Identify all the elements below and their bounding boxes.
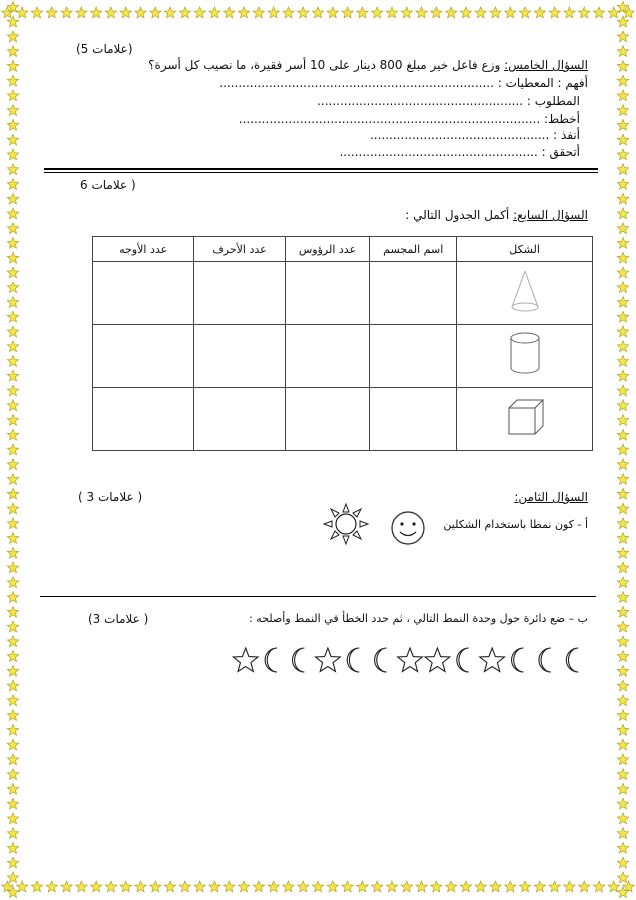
step-dots: ............................................................................... [238, 112, 541, 126]
border-star [386, 7, 397, 18]
border-star [7, 872, 18, 883]
q5-text: وزع فاعل خير مبلغ 800 دينار على 10 أسر فقيرة، ما نصيب كل أسرة؟ [148, 58, 501, 72]
border-star [7, 429, 18, 440]
border-star [253, 7, 264, 18]
q8-part-b: ب – ضع دائرة حول وحدة النمط التالي ، ثم حدد الخطأ في النمط وأصلحه : [249, 612, 588, 625]
border-star [617, 311, 628, 322]
border-star [7, 75, 18, 86]
border-star [7, 105, 18, 116]
cylinder-icon [505, 330, 545, 378]
border-star [61, 7, 72, 18]
pattern-moon-icon[interactable] [457, 648, 469, 672]
pattern-star-icon[interactable] [315, 648, 340, 672]
border-star [617, 90, 628, 101]
border-star [7, 223, 18, 234]
border-star [238, 7, 249, 18]
star-border-top [0, 0, 636, 26]
border-star [7, 370, 18, 381]
border-star [617, 842, 628, 853]
border-star [445, 881, 456, 892]
border-star [617, 828, 628, 839]
header-vertices: عدد الرؤوس [285, 237, 370, 262]
pattern-moon-icon[interactable] [512, 648, 524, 672]
step-dots: .................................................... [339, 145, 538, 159]
border-star [283, 7, 294, 18]
star-border-bottom [0, 874, 636, 900]
border-star [617, 16, 628, 27]
border-star [7, 119, 18, 130]
q8-part-b-marks: (3 علامات ) [88, 612, 149, 626]
border-star [431, 881, 442, 892]
border-star [31, 7, 42, 18]
pattern-star-icon[interactable] [398, 648, 423, 672]
border-star [194, 7, 205, 18]
q7-question [405, 208, 588, 222]
shape-cell [457, 325, 593, 388]
border-star [7, 798, 18, 809]
border-star [298, 7, 309, 18]
border-star [7, 193, 18, 204]
border-star [7, 252, 18, 263]
border-star [7, 46, 18, 57]
border-star [617, 60, 628, 71]
border-star [617, 798, 628, 809]
border-star [549, 881, 560, 892]
border-star [194, 881, 205, 892]
border-star [7, 444, 18, 455]
border-star [7, 518, 18, 529]
star-border-right [610, 0, 636, 900]
border-star [268, 881, 279, 892]
shape-cell [457, 262, 593, 325]
border-star [505, 881, 516, 892]
border-star [371, 7, 382, 18]
border-star [7, 724, 18, 735]
pattern-row [232, 644, 588, 676]
border-star [617, 208, 628, 219]
q7-marks: 6 علامات ) [80, 178, 136, 192]
border-star [617, 237, 628, 248]
border-star [7, 459, 18, 470]
border-star [7, 828, 18, 839]
border-star [617, 695, 628, 706]
border-star [617, 606, 628, 617]
border-star [238, 881, 249, 892]
border-star [7, 710, 18, 721]
shape-cell [457, 388, 593, 451]
border-star [7, 414, 18, 425]
border-star [617, 754, 628, 765]
border-star [617, 459, 628, 470]
border-star [209, 881, 220, 892]
border-star [617, 533, 628, 544]
border-star [7, 296, 18, 307]
border-star [401, 7, 412, 18]
step-label: المطلوب : [526, 94, 580, 108]
answer-cell[interactable] [370, 325, 457, 388]
border-star [617, 665, 628, 676]
border-star [617, 636, 628, 647]
border-star [490, 7, 501, 18]
border-star [150, 881, 161, 892]
border-star [7, 680, 18, 691]
border-star [617, 252, 628, 263]
border-star [7, 887, 18, 898]
border-star [7, 533, 18, 544]
header-edges: عدد الأحرف [194, 237, 285, 262]
border-star [7, 164, 18, 175]
header-shape: الشكل [457, 237, 593, 262]
border-star [2, 7, 13, 18]
border-star [623, 7, 634, 18]
border-star [7, 237, 18, 248]
border-star [7, 385, 18, 396]
border-star [617, 282, 628, 293]
pattern-star-icon[interactable] [425, 648, 450, 672]
border-star [617, 474, 628, 485]
pattern-moon-icon[interactable] [347, 648, 359, 672]
answer-cell[interactable] [93, 262, 194, 325]
pattern-star-icon[interactable] [233, 648, 258, 672]
border-star [7, 60, 18, 71]
answer-cell[interactable] [285, 388, 370, 451]
border-star [593, 881, 604, 892]
border-star [617, 223, 628, 234]
border-star [519, 881, 530, 892]
header-solid-name: اسم المجسم [370, 237, 457, 262]
border-star [617, 267, 628, 278]
border-star [593, 7, 604, 18]
step-label: أتحقق : [541, 145, 580, 159]
border-star [7, 326, 18, 337]
sun-icon [322, 502, 370, 546]
border-star [617, 724, 628, 735]
q5-step-required [317, 94, 580, 108]
border-star [617, 577, 628, 588]
border-star [61, 881, 72, 892]
border-star [209, 7, 220, 18]
border-star [164, 7, 175, 18]
step-label: أخطط: [543, 112, 580, 126]
border-star [312, 881, 323, 892]
border-star [2, 881, 13, 892]
step-dots: ........................................................................ [219, 76, 494, 90]
border-star [401, 881, 412, 892]
border-star [617, 105, 628, 116]
pattern-moon-icon[interactable] [375, 648, 387, 672]
q8-label: السؤال الثامن: [514, 490, 588, 504]
border-star [445, 7, 456, 18]
table-row [93, 262, 593, 325]
border-star [617, 872, 628, 883]
border-star [386, 881, 397, 892]
border-star [617, 414, 628, 425]
border-star [7, 695, 18, 706]
border-star [7, 1, 18, 12]
border-star [617, 178, 628, 189]
border-star [617, 518, 628, 529]
border-star [224, 881, 235, 892]
border-star [623, 881, 634, 892]
pattern-star-icon[interactable] [480, 648, 505, 672]
border-star [617, 562, 628, 573]
border-star [617, 769, 628, 780]
border-star [7, 606, 18, 617]
border-star [617, 385, 628, 396]
q5-label: السؤال الخامس: [504, 58, 588, 72]
border-star [617, 31, 628, 42]
border-star [617, 134, 628, 145]
border-star [7, 503, 18, 514]
border-star [416, 7, 427, 18]
border-star [7, 341, 18, 352]
border-star [617, 326, 628, 337]
border-star [135, 7, 146, 18]
border-star [617, 783, 628, 794]
border-star [7, 31, 18, 42]
step-dots: ............................................... [369, 128, 550, 142]
answer-cell[interactable] [93, 325, 194, 388]
border-star [164, 881, 175, 892]
border-star [105, 881, 116, 892]
q5-step-plan [239, 112, 580, 126]
answer-cell[interactable] [194, 262, 285, 325]
step-dots: ...................................................... [317, 94, 524, 108]
star-border-left [0, 0, 26, 900]
border-star [7, 842, 18, 853]
border-star [7, 592, 18, 603]
border-star [490, 881, 501, 892]
border-star [460, 881, 471, 892]
border-star [179, 7, 190, 18]
q5-step-understand [219, 76, 588, 90]
border-star [617, 370, 628, 381]
q5-step-verify [339, 145, 580, 159]
border-star [617, 355, 628, 366]
header-faces: عدد الأوجه [93, 237, 194, 262]
pattern-moon-icon[interactable] [566, 648, 578, 672]
border-star [519, 7, 530, 18]
border-star [312, 7, 323, 18]
border-star [617, 592, 628, 603]
border-star [7, 739, 18, 750]
border-star [617, 651, 628, 662]
border-star [617, 400, 628, 411]
border-star [7, 813, 18, 824]
border-star [7, 178, 18, 189]
step-label: أفهم : المعطيات : [497, 76, 588, 90]
section-divider [40, 596, 596, 597]
answer-cell[interactable] [370, 262, 457, 325]
border-star [617, 75, 628, 86]
border-star [564, 7, 575, 18]
border-star [7, 90, 18, 101]
answer-cell[interactable] [93, 388, 194, 451]
border-star [150, 7, 161, 18]
border-star [431, 7, 442, 18]
border-star [7, 665, 18, 676]
border-star [7, 621, 18, 632]
answer-cell[interactable] [285, 262, 370, 325]
border-star [617, 429, 628, 440]
border-star [16, 7, 27, 18]
border-star [617, 341, 628, 352]
pattern-moon-icon[interactable] [292, 648, 304, 672]
q5-step-execute [370, 128, 580, 142]
border-star [7, 651, 18, 662]
border-star [475, 881, 486, 892]
border-star [617, 813, 628, 824]
border-star [7, 311, 18, 322]
smiley-face-icon [388, 508, 428, 548]
section-divider-thin [44, 172, 598, 173]
border-star [327, 7, 338, 18]
border-star [76, 881, 87, 892]
border-star [617, 547, 628, 558]
border-star [7, 400, 18, 411]
border-star [7, 488, 18, 499]
solids-table [92, 236, 593, 451]
border-star [549, 7, 560, 18]
border-star [617, 710, 628, 721]
border-star [617, 193, 628, 204]
answer-cell[interactable] [370, 388, 457, 451]
q8-marks: ( 3 علامات ) [78, 490, 143, 504]
border-star [90, 881, 101, 892]
answer-cell[interactable] [285, 325, 370, 388]
border-star [534, 7, 545, 18]
border-star [617, 503, 628, 514]
border-star [617, 119, 628, 130]
table-header-row [93, 237, 593, 262]
step-label: أنفذ : [553, 128, 580, 142]
border-star [7, 547, 18, 558]
border-star [7, 134, 18, 145]
q5-marks: (5 علامات) [76, 42, 133, 56]
table-row [93, 325, 593, 388]
q7-label: السؤال السابع: [513, 208, 588, 222]
border-star [7, 783, 18, 794]
border-star [357, 7, 368, 18]
border-star [564, 881, 575, 892]
border-star [283, 881, 294, 892]
border-star [327, 881, 338, 892]
q5-question [148, 58, 588, 72]
border-star [608, 7, 619, 18]
border-star [120, 881, 131, 892]
border-star [224, 7, 235, 18]
border-star [46, 881, 57, 892]
border-star [7, 267, 18, 278]
border-star [90, 7, 101, 18]
border-star [268, 7, 279, 18]
border-star [617, 680, 628, 691]
answer-cell[interactable] [194, 325, 285, 388]
border-star [298, 881, 309, 892]
border-star [7, 769, 18, 780]
border-star [475, 7, 486, 18]
pattern-moon-icon[interactable] [265, 648, 277, 672]
border-star [416, 881, 427, 892]
border-star [617, 887, 628, 898]
border-star [617, 857, 628, 868]
border-star [46, 7, 57, 18]
border-star [7, 16, 18, 27]
border-star [617, 621, 628, 632]
border-star [534, 881, 545, 892]
section-divider-thick [44, 168, 598, 170]
border-star [617, 149, 628, 160]
border-star [7, 208, 18, 219]
border-star [617, 46, 628, 57]
border-star [617, 739, 628, 750]
border-star [617, 164, 628, 175]
pattern-moon-icon[interactable] [539, 648, 551, 672]
border-star [105, 7, 116, 18]
border-star [7, 474, 18, 485]
border-star [617, 1, 628, 12]
border-star [7, 355, 18, 366]
border-star [76, 7, 87, 18]
answer-cell[interactable] [194, 388, 285, 451]
cone-icon [505, 265, 545, 317]
border-star [16, 881, 27, 892]
border-star [135, 881, 146, 892]
border-star [617, 444, 628, 455]
border-star [7, 577, 18, 588]
border-star [505, 7, 516, 18]
q8-part-a: أ - كون نمطا باستخدام الشكلين [443, 518, 588, 531]
border-star [31, 881, 42, 892]
border-star [7, 754, 18, 765]
border-star [579, 7, 590, 18]
border-star [460, 7, 471, 18]
border-star [608, 881, 619, 892]
q7-text: أكمل الجدول التالي : [405, 208, 510, 222]
border-star [253, 881, 264, 892]
border-star [7, 636, 18, 647]
border-star [342, 881, 353, 892]
border-star [179, 881, 190, 892]
border-star [579, 881, 590, 892]
border-star [7, 562, 18, 573]
table-row [93, 388, 593, 451]
border-star [342, 7, 353, 18]
border-star [617, 488, 628, 499]
border-star [7, 149, 18, 160]
border-star [7, 857, 18, 868]
border-star [357, 881, 368, 892]
cube-icon [503, 394, 547, 440]
border-star [7, 282, 18, 293]
border-star [120, 7, 131, 18]
border-star [617, 296, 628, 307]
border-star [371, 881, 382, 892]
